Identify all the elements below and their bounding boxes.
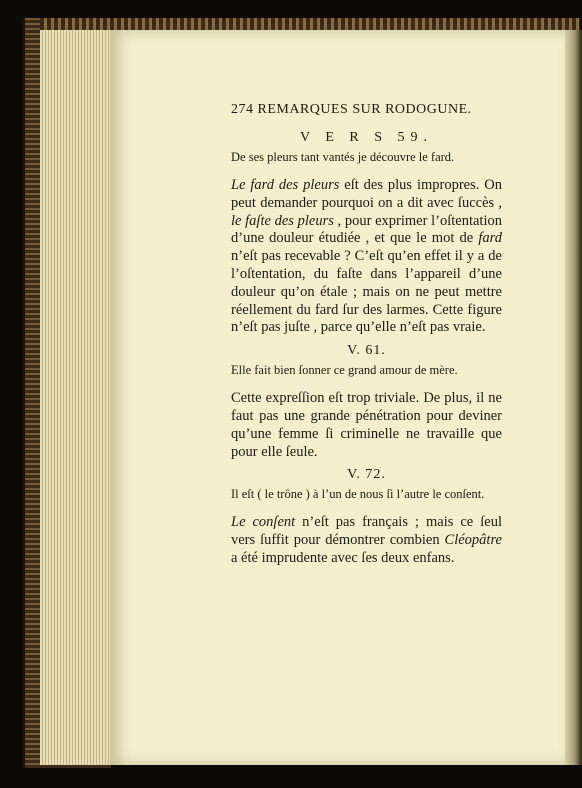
commentary-italic: le faſte des pleurs <box>231 212 334 229</box>
verse-quote: Elle fait bien ſonner ce grand amour de mère. <box>231 363 458 378</box>
commentary-text: n’eſt pas recevable ? C’eſt qu’en effet il y a de l’oſtentation, du faſte dans l’appareil d’une douleur qu’on étale ; mais on ne peut mettre réellement du fard ſur des larmes. Cette figure n’eſt pas juſte , parce qu’elle n’eſt pas vraie. <box>231 248 502 336</box>
page-text <box>231 102 502 568</box>
commentary <box>231 177 502 337</box>
commentary-text: a été imprudente avec ſes deux enfans. <box>231 549 455 566</box>
commentary-italic: Cléopâtre <box>444 532 502 549</box>
commentary-text: , pour exprimer l’oſtentation d’une douleur étudiée , et que le mot de <box>231 212 502 247</box>
verse-label: V E R S 59. <box>299 130 434 145</box>
commentary <box>231 514 502 567</box>
section-verse-61 <box>231 343 502 461</box>
page-number: 274 <box>231 102 254 117</box>
section-verse-72 <box>231 467 502 567</box>
commentary-text: Cette expreſſion eſt trop triviale. De plus, il ne faut pas une grande pénétration pour deviner qu’une femme ſi criminelle ne travaille que pour elle ſeule. <box>231 390 502 460</box>
page-edges <box>40 30 112 765</box>
running-head <box>231 102 502 118</box>
commentary-italic: Le fard des pleurs <box>231 177 340 193</box>
commentary <box>231 390 502 461</box>
section-verse-59 <box>231 130 502 337</box>
page-right-edge <box>565 30 582 765</box>
commentary-italic: Le conſent <box>231 514 296 531</box>
commentary-text: eſt des plus impropres. On peut demander pourquoi on a dit avec ſuccès , <box>231 177 502 211</box>
commentary-text: n’eſt pas français ; mais ce ſeul vers ſuffit pour démontrer combien <box>231 514 502 549</box>
verse-quote: De ses pleurs tant vantés je découvre le fard. <box>231 150 455 164</box>
verse-label: V. 72. <box>347 467 386 483</box>
running-title: REMARQUES SUR RODOGUNE. <box>257 102 472 117</box>
verse-quote: Il eſt ( le trône ) à l’un de nous ſi l’autre le conſent. <box>231 487 485 502</box>
commentary-italic: fard <box>478 230 502 247</box>
verse-label: V. 61. <box>347 343 386 359</box>
